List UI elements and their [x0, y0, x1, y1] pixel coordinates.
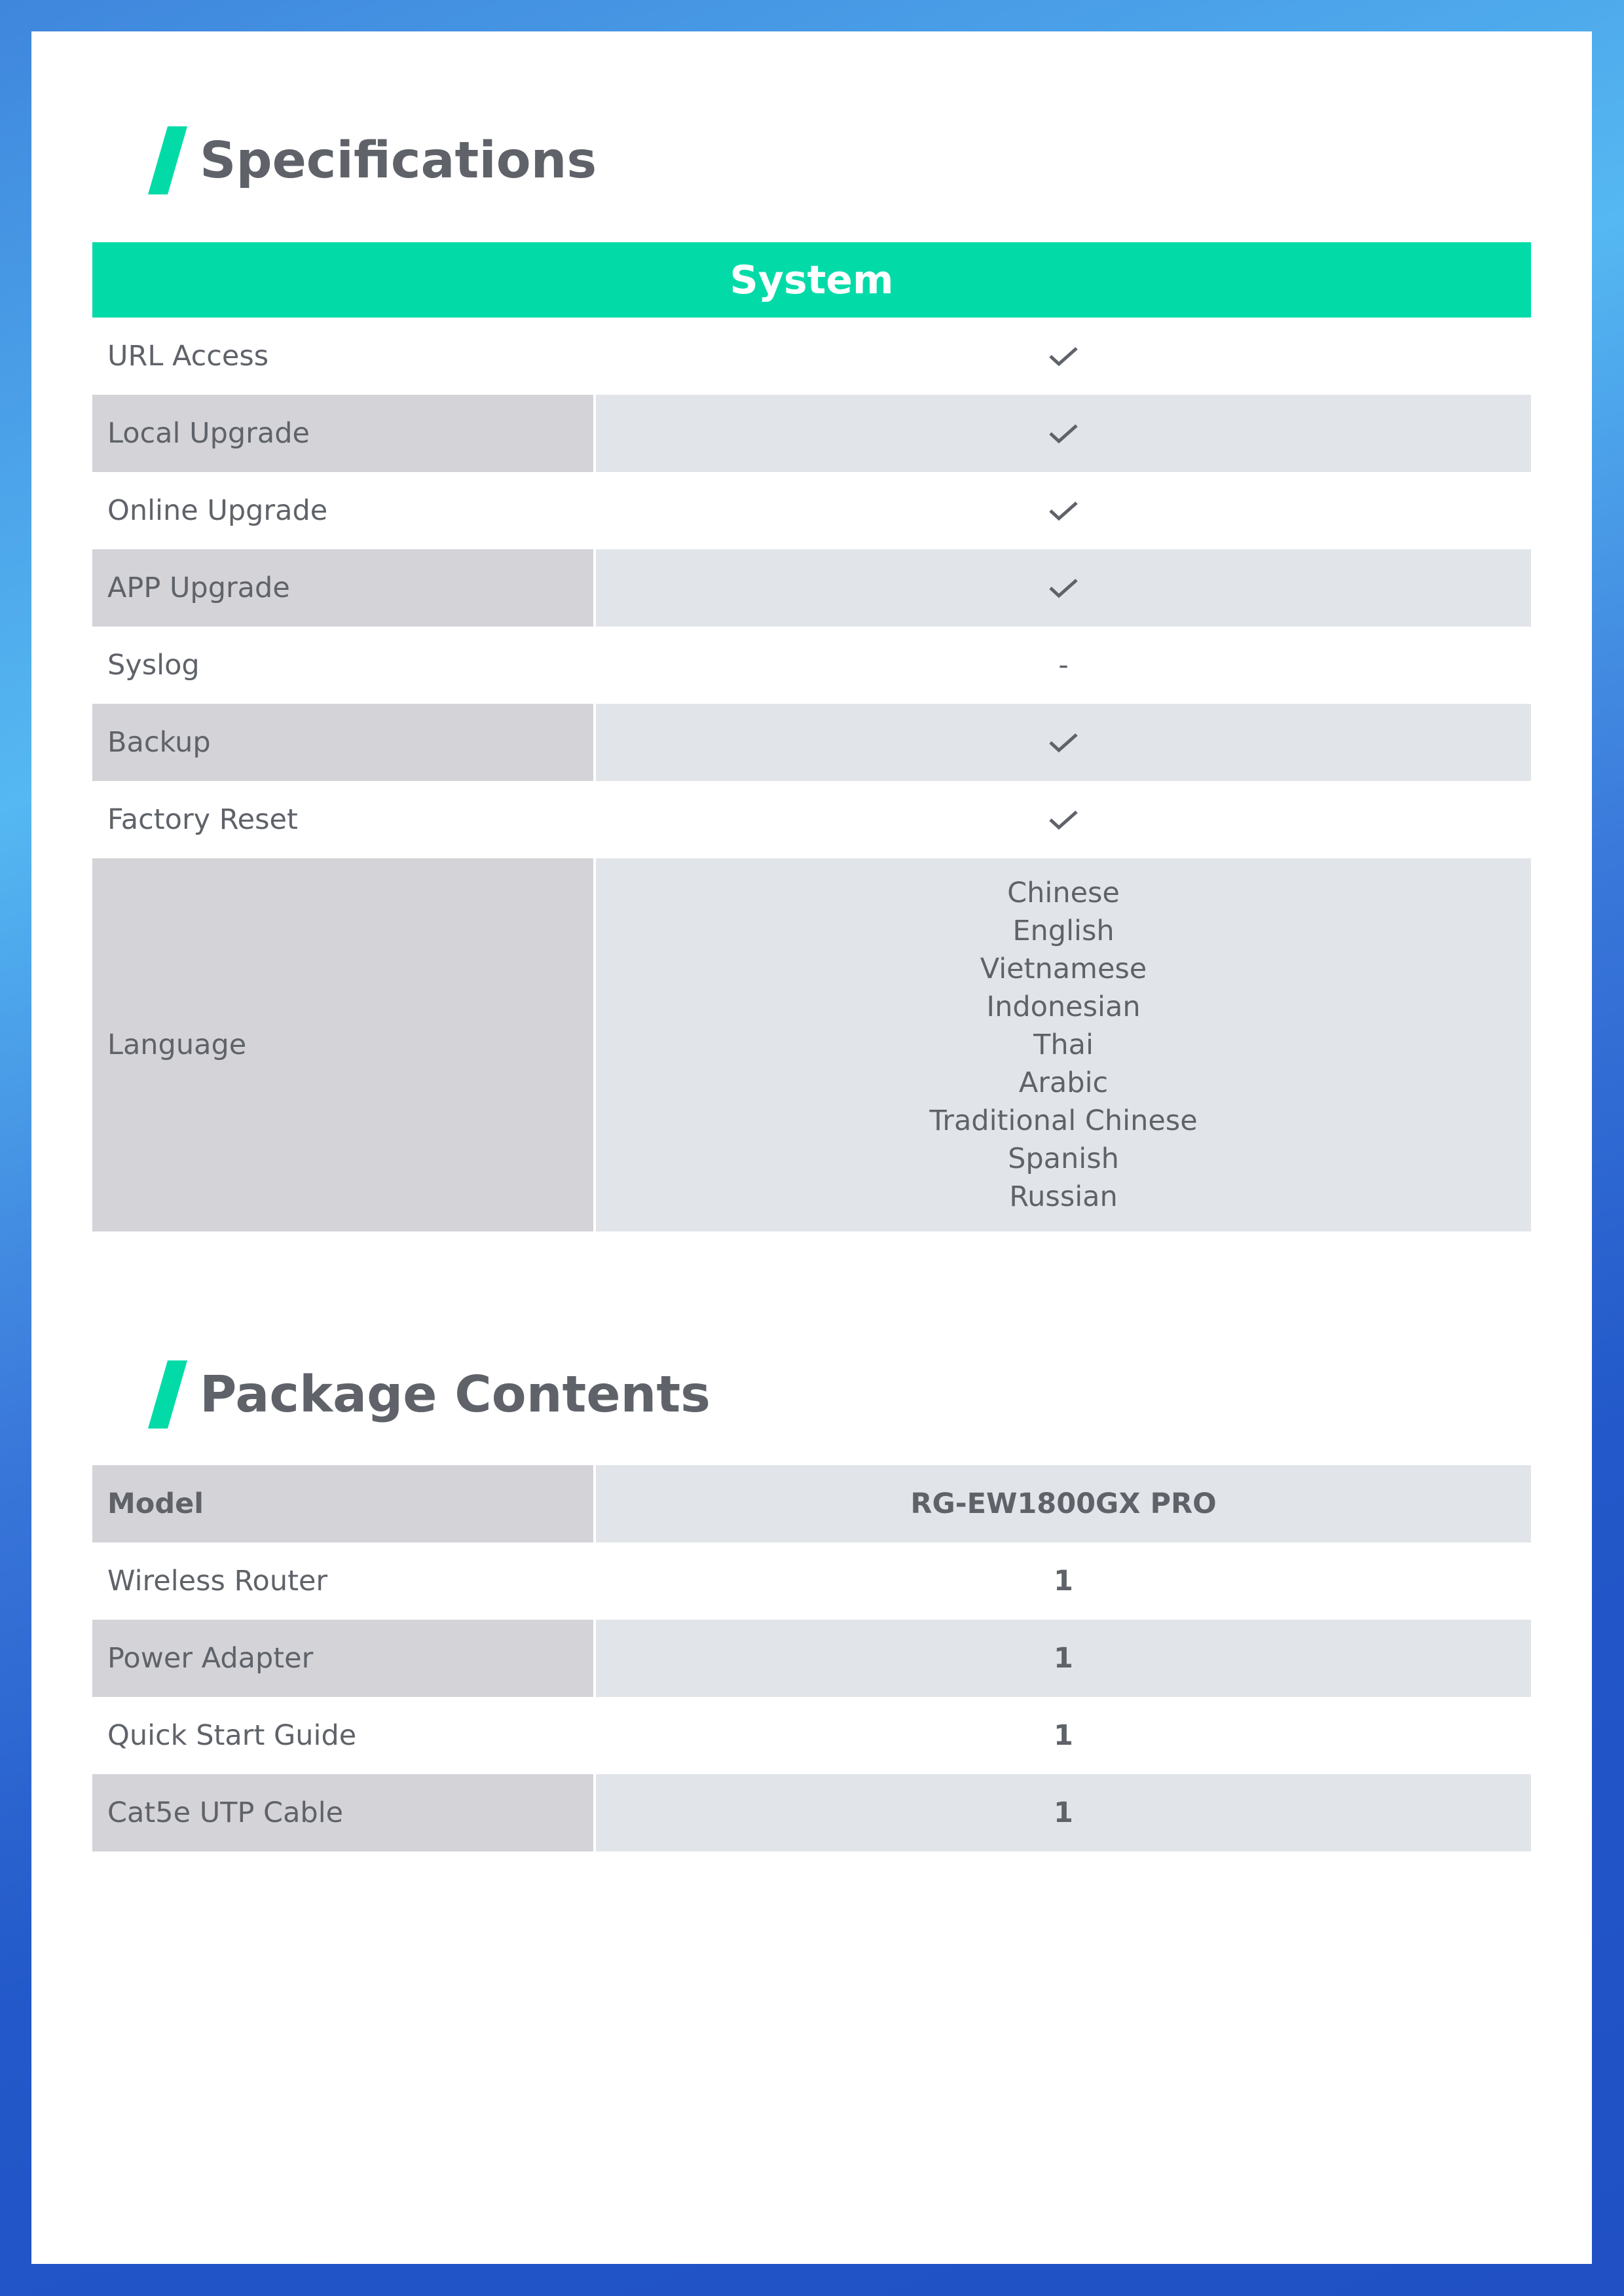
section-title-specifications: Specifications [200, 132, 597, 190]
language-item: Chinese [1007, 877, 1120, 909]
row-label: APP Upgrade [92, 549, 593, 627]
row-value [596, 704, 1531, 781]
checkmark-icon [1048, 577, 1079, 599]
datasheet-page [31, 31, 1592, 2264]
row-label: Local Upgrade [92, 395, 593, 472]
language-item: Spanish [1008, 1142, 1119, 1175]
table-row [92, 318, 1531, 395]
table-row [92, 472, 1531, 549]
row-value: 1 [1054, 1565, 1073, 1597]
row-label: URL Access [107, 340, 269, 373]
table-row [92, 1620, 1531, 1697]
row-label: Power Adapter [92, 1620, 593, 1697]
row-label: Factory Reset [107, 803, 298, 836]
row-value [596, 318, 1531, 395]
language-item: Indonesian [986, 991, 1141, 1023]
header-label-model: Model [92, 1465, 593, 1542]
row-value [596, 395, 1531, 472]
row-label: Wireless Router [107, 1565, 328, 1597]
language-item: Traditional Chinese [929, 1104, 1198, 1137]
row-value [596, 549, 1531, 627]
row-label: Quick Start Guide [107, 1719, 357, 1752]
table-row [92, 627, 1531, 704]
table-row [92, 549, 1531, 627]
table-row [92, 704, 1531, 781]
language-item: English [1012, 915, 1115, 947]
row-label: Backup [92, 704, 593, 781]
row-value: 1 [1054, 1719, 1073, 1752]
table-row [92, 1697, 1531, 1774]
language-item: Arabic [1018, 1066, 1109, 1099]
row-label: Syslog [107, 649, 200, 682]
language-values [596, 858, 1531, 1231]
slash-accent-icon [148, 126, 187, 194]
checkmark-icon [1048, 731, 1079, 754]
system-spec-table [92, 242, 1531, 1231]
row-value: - [1058, 649, 1069, 682]
table-row [92, 781, 1531, 858]
checkmark-icon [1048, 422, 1079, 445]
package-contents-table [92, 1465, 1531, 1851]
checkmark-icon [1048, 809, 1079, 831]
table-row [92, 1542, 1531, 1620]
language-list [929, 874, 1197, 1216]
table-row [92, 1774, 1531, 1851]
language-item: Thai [1033, 1029, 1094, 1061]
table-header-system: System [92, 242, 1531, 318]
table-row-language [92, 858, 1531, 1231]
checkmark-icon [1048, 500, 1079, 522]
row-value: 1 [596, 1774, 1531, 1851]
header-value-model: RG-EW1800GX PRO [596, 1465, 1531, 1542]
checkmark-icon [1048, 345, 1079, 367]
section-title-package-contents: Package Contents [200, 1366, 711, 1424]
row-label: Online Upgrade [107, 494, 328, 527]
slash-accent-icon [148, 1360, 187, 1429]
table-row [92, 395, 1531, 472]
row-label: Cat5e UTP Cable [92, 1774, 593, 1851]
language-item: Vietnamese [980, 953, 1147, 985]
row-value: 1 [596, 1620, 1531, 1697]
row-value [596, 781, 1531, 858]
row-label: Language [92, 858, 593, 1231]
language-item: Russian [1009, 1180, 1118, 1213]
row-value [596, 472, 1531, 549]
table-header-row [92, 1465, 1531, 1542]
